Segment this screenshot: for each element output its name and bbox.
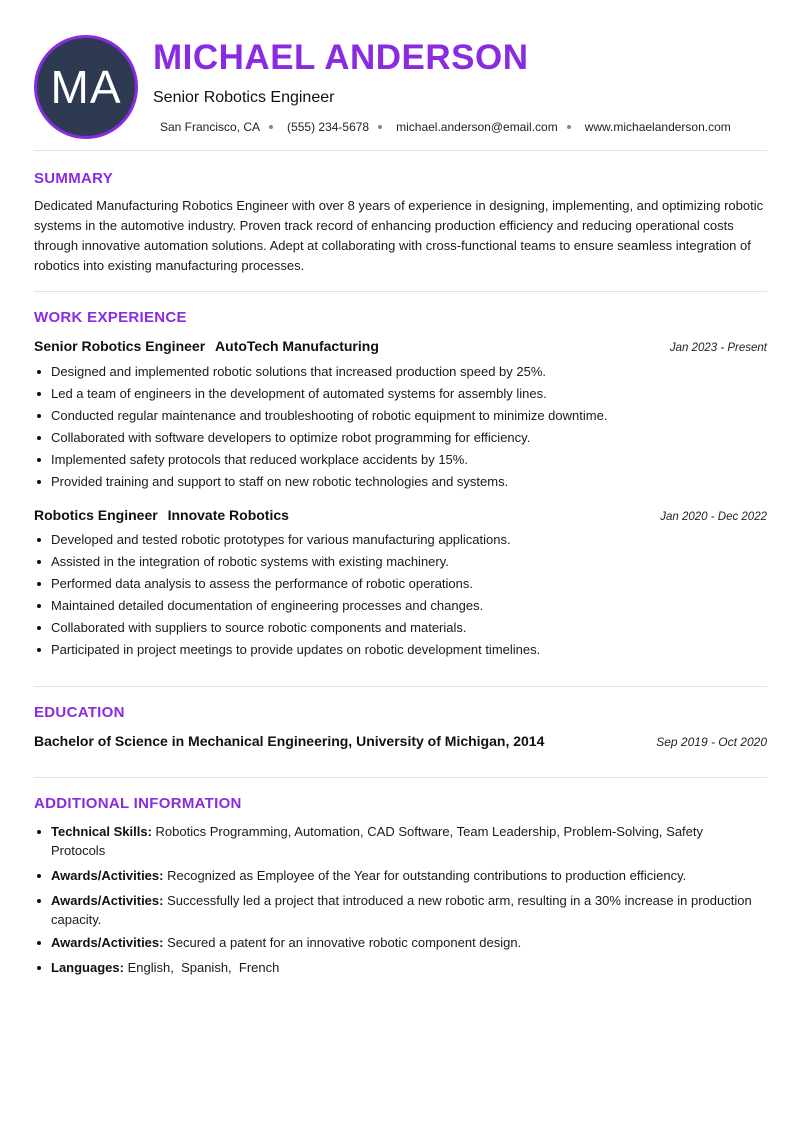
candidate-role: Senior Robotics Engineer xyxy=(153,89,335,106)
list-item: Performed data analysis to assess the performance of robotic operations. xyxy=(34,576,754,591)
job-dates: Jan 2020 - Dec 2022 xyxy=(660,511,767,523)
job-position: Robotics Engineer xyxy=(34,507,158,523)
item-label: Technical Skills: xyxy=(51,824,152,839)
job-header xyxy=(34,338,767,354)
job-company: AutoTech Manufacturing xyxy=(215,338,379,354)
divider xyxy=(34,291,767,292)
contact-website[interactable]: www.michaelanderson.com xyxy=(584,120,731,134)
list-item: Developed and tested robotic prototypes for various manufacturing applications. xyxy=(34,532,754,547)
list-item xyxy=(34,958,754,977)
list-item: Provided training and support to staff on new robotic technologies and systems. xyxy=(34,474,754,489)
list-item xyxy=(34,822,754,860)
contact-location: San Francisco, CA xyxy=(160,120,261,134)
list-item: Designed and implemented robotic solutions that increased production speed by 25%. xyxy=(34,364,754,379)
list-item: Participated in project meetings to provide updates on robotic development timelines. xyxy=(34,642,754,657)
list-item: Conducted regular maintenance and troubleshooting of robotic equipment to minimize downtime. xyxy=(34,408,754,423)
additional-heading: ADDITIONAL INFORMATION xyxy=(34,795,242,812)
separator-dot xyxy=(378,125,382,129)
list-item xyxy=(34,891,754,929)
job-dates: Jan 2023 - Present xyxy=(669,342,767,354)
job-company: Innovate Robotics xyxy=(167,507,289,523)
education-heading: EDUCATION xyxy=(34,704,125,721)
item-label: Languages: xyxy=(51,960,124,975)
divider xyxy=(34,686,767,687)
item-text: Successfully led a project that introduced a new robotic arm, resulting in a 30% increase in production capacity. xyxy=(51,893,752,927)
item-text: Recognized as Employee of the Year for outstanding contributions to production efficiency. xyxy=(167,868,687,883)
job-bullet-list xyxy=(34,364,754,489)
list-item: Implemented safety protocols that reduced workplace accidents by 15%. xyxy=(34,452,754,467)
education-entry xyxy=(34,733,767,749)
item-label: Awards/Activities: xyxy=(51,893,164,908)
list-item: Assisted in the integration of robotic systems with existing machinery. xyxy=(34,554,754,569)
additional-list xyxy=(34,822,754,977)
job-position: Senior Robotics Engineer xyxy=(34,338,206,354)
item-text: Robotics Programming, Automation, CAD Software, Team Leadership, Problem-Solving, Safety Protocols xyxy=(51,824,704,858)
summary-heading: SUMMARY xyxy=(34,170,114,187)
list-item xyxy=(34,933,754,952)
item-label: Awards/Activities: xyxy=(51,935,164,950)
list-item xyxy=(34,866,754,885)
list-item: Collaborated with software developers to optimize robot programming for efficiency. xyxy=(34,430,754,445)
item-label: Awards/Activities: xyxy=(51,868,164,883)
contact-phone: (555) 234-5678 xyxy=(287,120,370,134)
contact-email[interactable]: michael.anderson@email.com xyxy=(396,120,558,134)
item-text: Secured a patent for an innovative robotic component design. xyxy=(167,935,522,950)
divider xyxy=(34,150,767,151)
summary-text: Dedicated Manufacturing Robotics Engineer with over 8 years of experience in designing, implementing, and optimizing robotic systems in the automotive industry. Proven track record of enhancing production efficiency and reducing operational costs through innovative automation solutions. Adept at collaborating with cross-functional teams to ensure seamless integration of robotics into existing manufacturing processes. xyxy=(34,198,764,273)
education-degree: Bachelor of Science in Mechanical Engineering, University of Michigan, 2014 xyxy=(34,733,545,749)
education-dates: Sep 2019 - Oct 2020 xyxy=(656,735,767,749)
list-item: Collaborated with suppliers to source robotic components and materials. xyxy=(34,620,754,635)
separator-dot xyxy=(269,125,273,129)
list-item: Maintained detailed documentation of engineering processes and changes. xyxy=(34,598,754,613)
job-header xyxy=(34,507,767,523)
candidate-name: MICHAEL ANDERSON xyxy=(153,38,529,77)
avatar-initials: MA xyxy=(50,61,122,113)
job-bullet-list xyxy=(34,532,754,657)
list-item: Led a team of engineers in the development of automated systems for assembly lines. xyxy=(34,386,754,401)
job-title-line xyxy=(34,338,379,354)
contact-bar xyxy=(160,120,731,134)
job-title-line xyxy=(34,507,289,523)
item-text: English, Spanish, French xyxy=(127,960,280,975)
divider xyxy=(34,777,767,778)
separator-dot xyxy=(567,125,571,129)
experience-heading: WORK EXPERIENCE xyxy=(34,309,187,326)
avatar xyxy=(34,35,138,139)
